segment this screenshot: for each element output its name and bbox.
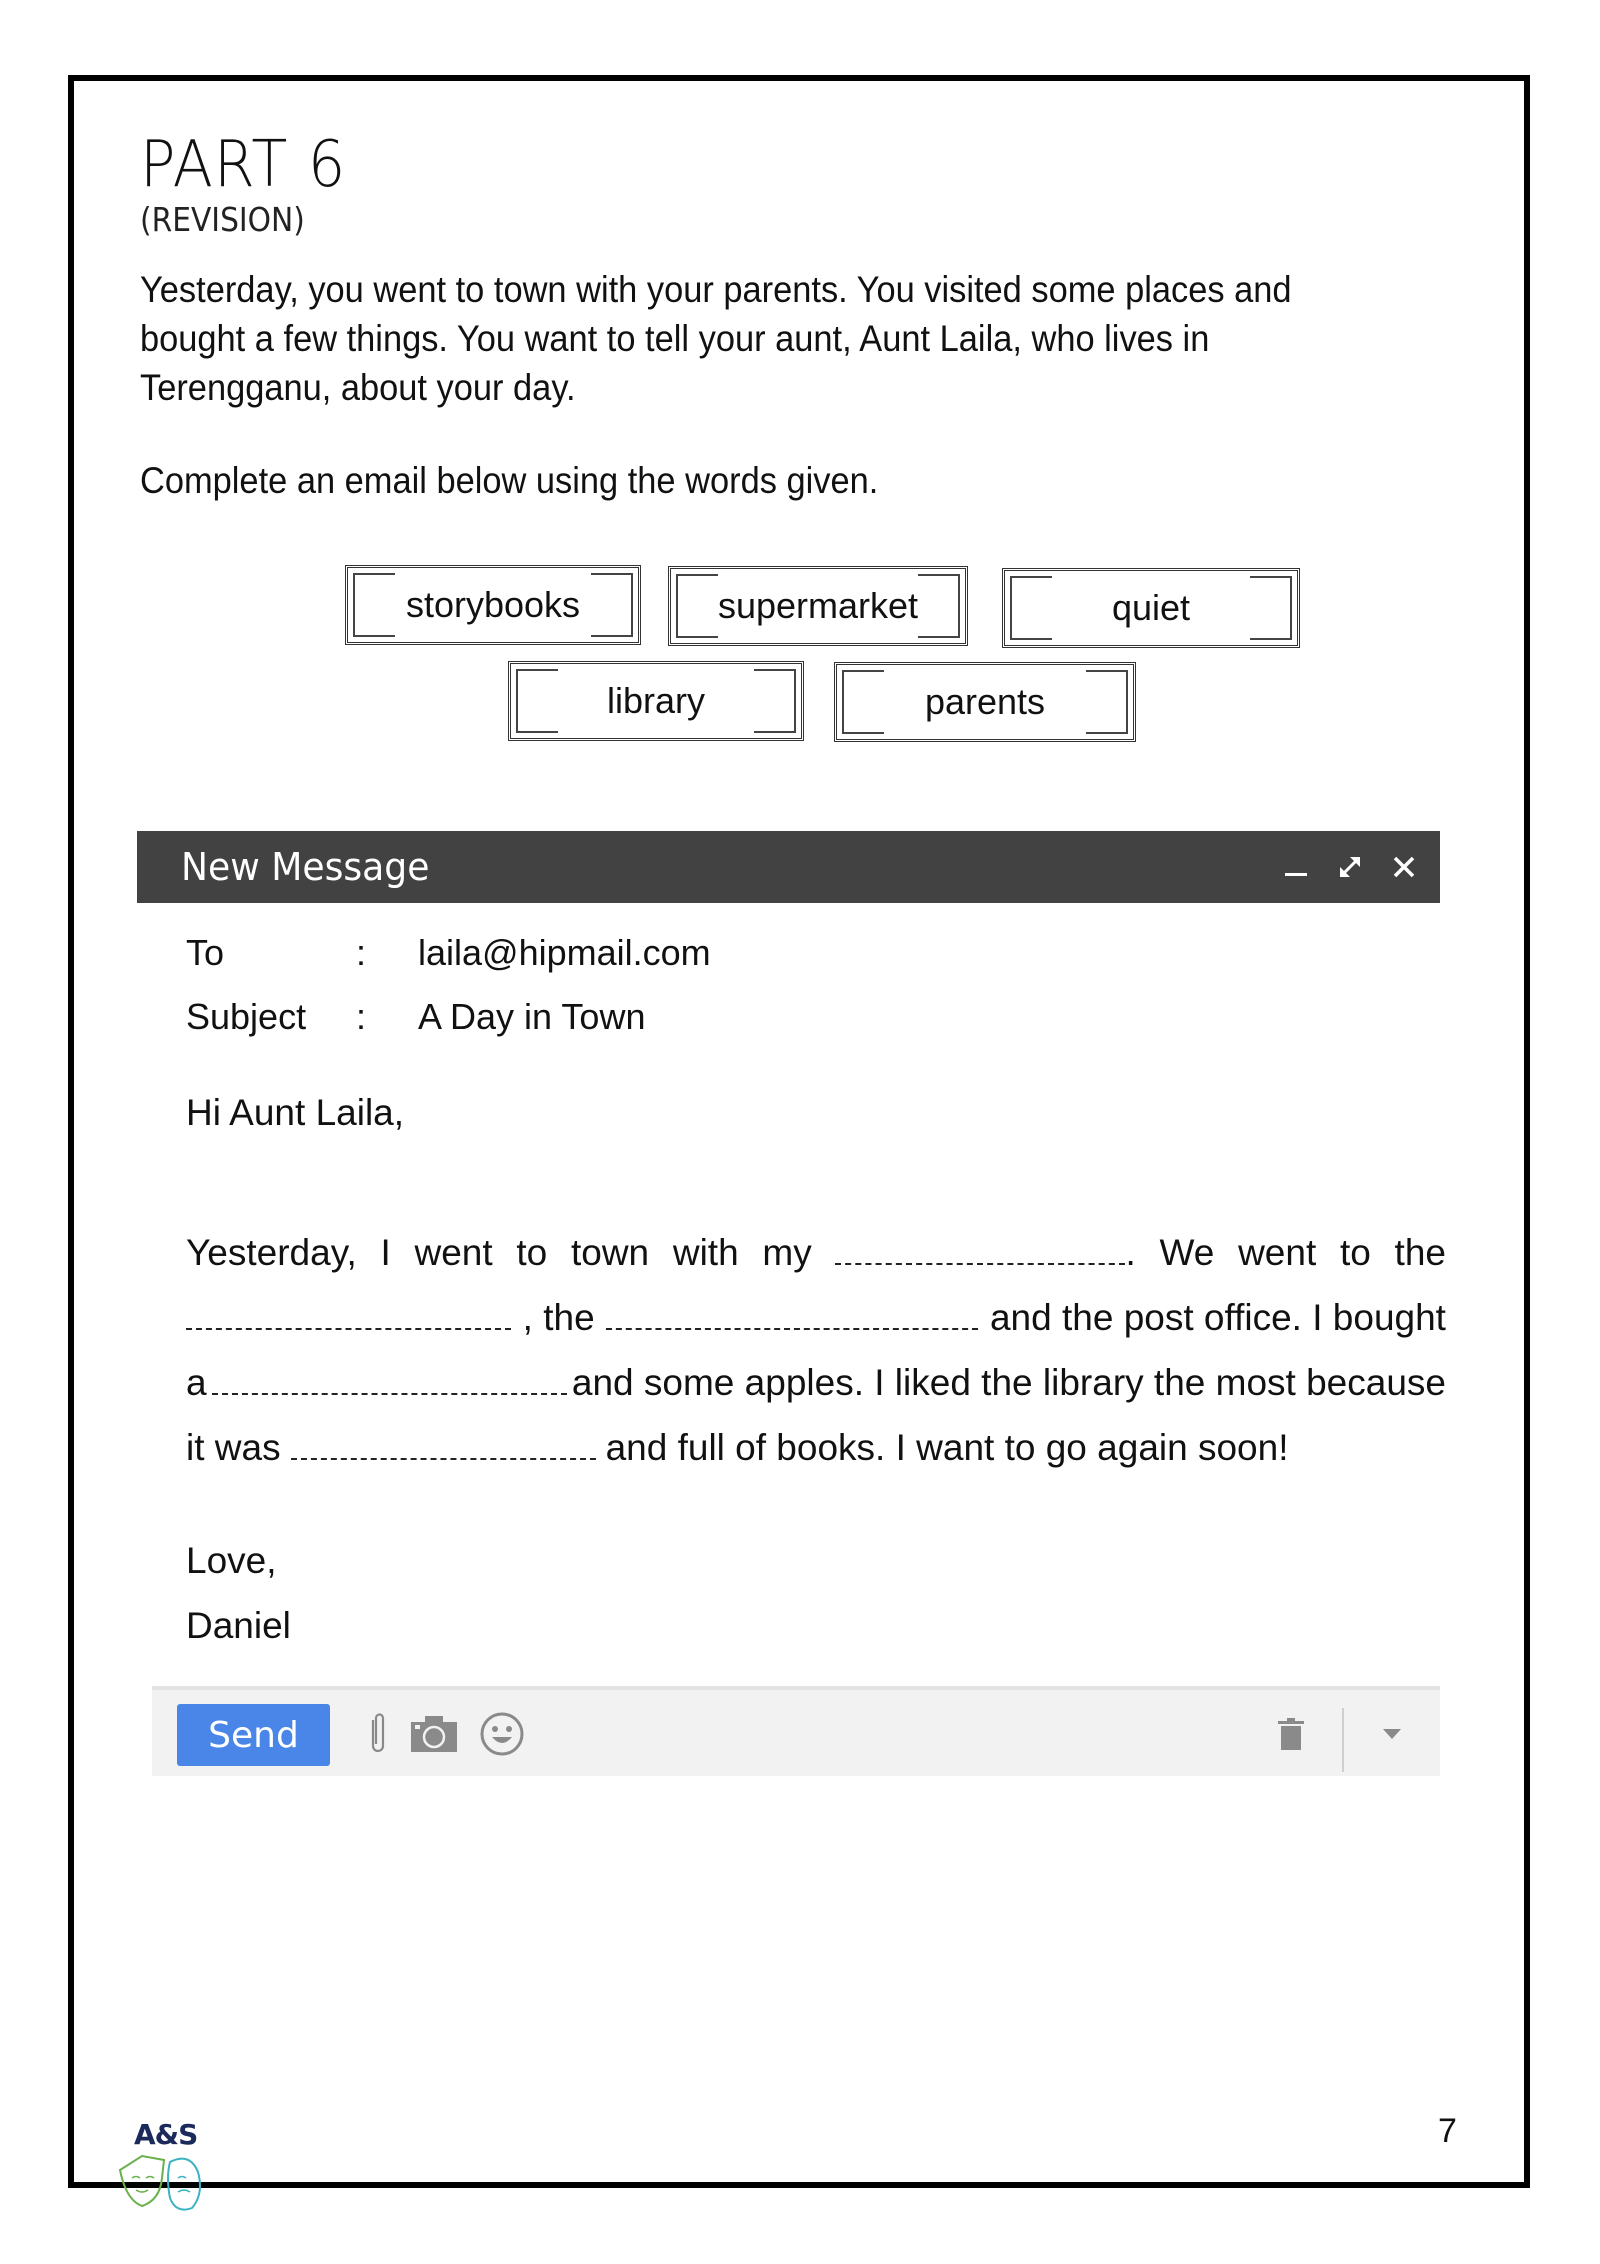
paperclip-icon [366,1710,390,1758]
more-options-button[interactable] [1380,1708,1404,1760]
body-line-2 [186,1285,1446,1350]
page-subtitle: (REVISION) [140,200,305,239]
text-segment: and some apples. I liked the library the most because [571,1362,1446,1403]
intro-line: bought a few things. You want to tell your aunt, Aunt Laila, who lives in [140,318,1210,359]
word-card-storybooks[interactable] [345,565,641,645]
word: the [1394,1232,1446,1273]
body-line-4 [186,1415,1446,1480]
word: I [380,1232,391,1273]
send-button[interactable]: Send [177,1704,330,1766]
subject-value[interactable]: A Day in Town [418,996,646,1037]
insert-emoji-button[interactable] [478,1708,526,1760]
intro-line: Terengganu, about your day. [140,367,576,408]
word-card-parents[interactable] [834,662,1136,742]
email-closing: Love, [186,1540,277,1581]
blank-2[interactable] [186,1298,511,1330]
email-signature: Daniel [186,1605,291,1646]
text-segment: , the [522,1297,595,1338]
to-colon: : [356,932,367,973]
to-value[interactable]: laila@hipmail.com [418,932,711,973]
page-number: 7 [1438,2112,1457,2150]
word: We [1159,1232,1215,1273]
close-icon [1391,854,1417,880]
expand-button[interactable] [1334,851,1366,883]
word-label: library [606,680,705,721]
word: Yesterday, [186,1232,357,1273]
body-line-1 [186,1220,1446,1285]
body-line-3 [186,1350,1446,1415]
intro-line: Yesterday, you went to town with your parents. You visited some places and [140,269,1292,310]
word-label: storybooks [405,584,581,625]
intro-paragraph [140,265,1349,412]
word-label: parents [924,681,1046,722]
word-label: quiet [1111,587,1191,628]
smiley-icon [479,1711,525,1757]
text-segment: a [186,1362,207,1403]
word-card-quiet[interactable] [1002,568,1300,648]
text-segment: and the post office. I bought [989,1297,1446,1338]
text-segment: it was [186,1427,281,1468]
word: with [672,1232,739,1273]
subject-colon: : [356,996,367,1037]
publisher-logo [112,2118,212,2218]
subject-label: Subject [186,996,307,1037]
page-title: PART 6 [140,128,347,202]
insert-photo-button[interactable] [408,1708,460,1760]
dropdown-arrow-icon [1382,1727,1402,1741]
toolbar-divider [1342,1708,1344,1772]
blank-5[interactable] [291,1428,596,1460]
camera-icon [409,1714,459,1754]
discard-button[interactable] [1276,1708,1306,1760]
word-card-supermarket[interactable] [668,566,968,646]
email-window-header [137,831,1440,903]
email-greeting: Hi Aunt Laila, [186,1092,405,1133]
email-body [186,1220,1446,1480]
word: my [762,1232,812,1273]
logo-text: A&S [134,2118,198,2151]
email-window-title: New Message [181,845,430,889]
blank-4[interactable] [212,1363,567,1395]
word: town [570,1232,650,1273]
word: went [414,1232,493,1273]
faces-icon [112,2148,212,2218]
word-card-library[interactable] [508,661,804,741]
punctuation: . [1125,1232,1136,1273]
word: went [1238,1232,1317,1273]
blank-1[interactable] [835,1233,1125,1265]
word-label: supermarket [717,585,919,626]
text-segment: and full of books. I want to go again soon! [605,1427,1289,1468]
attach-button[interactable] [364,1708,392,1760]
compose-toolbar [152,1686,1440,1776]
blank-3[interactable] [606,1298,978,1330]
close-button[interactable] [1388,851,1420,883]
word: to [1339,1232,1371,1273]
to-label: To [186,932,225,973]
instruction-text: Complete an email below using the words given. [140,460,879,501]
minimize-button[interactable] [1280,851,1312,883]
minimize-icon [1283,854,1309,880]
trash-icon [1277,1716,1305,1752]
expand-icon [1336,853,1364,881]
word: to [516,1232,548,1273]
